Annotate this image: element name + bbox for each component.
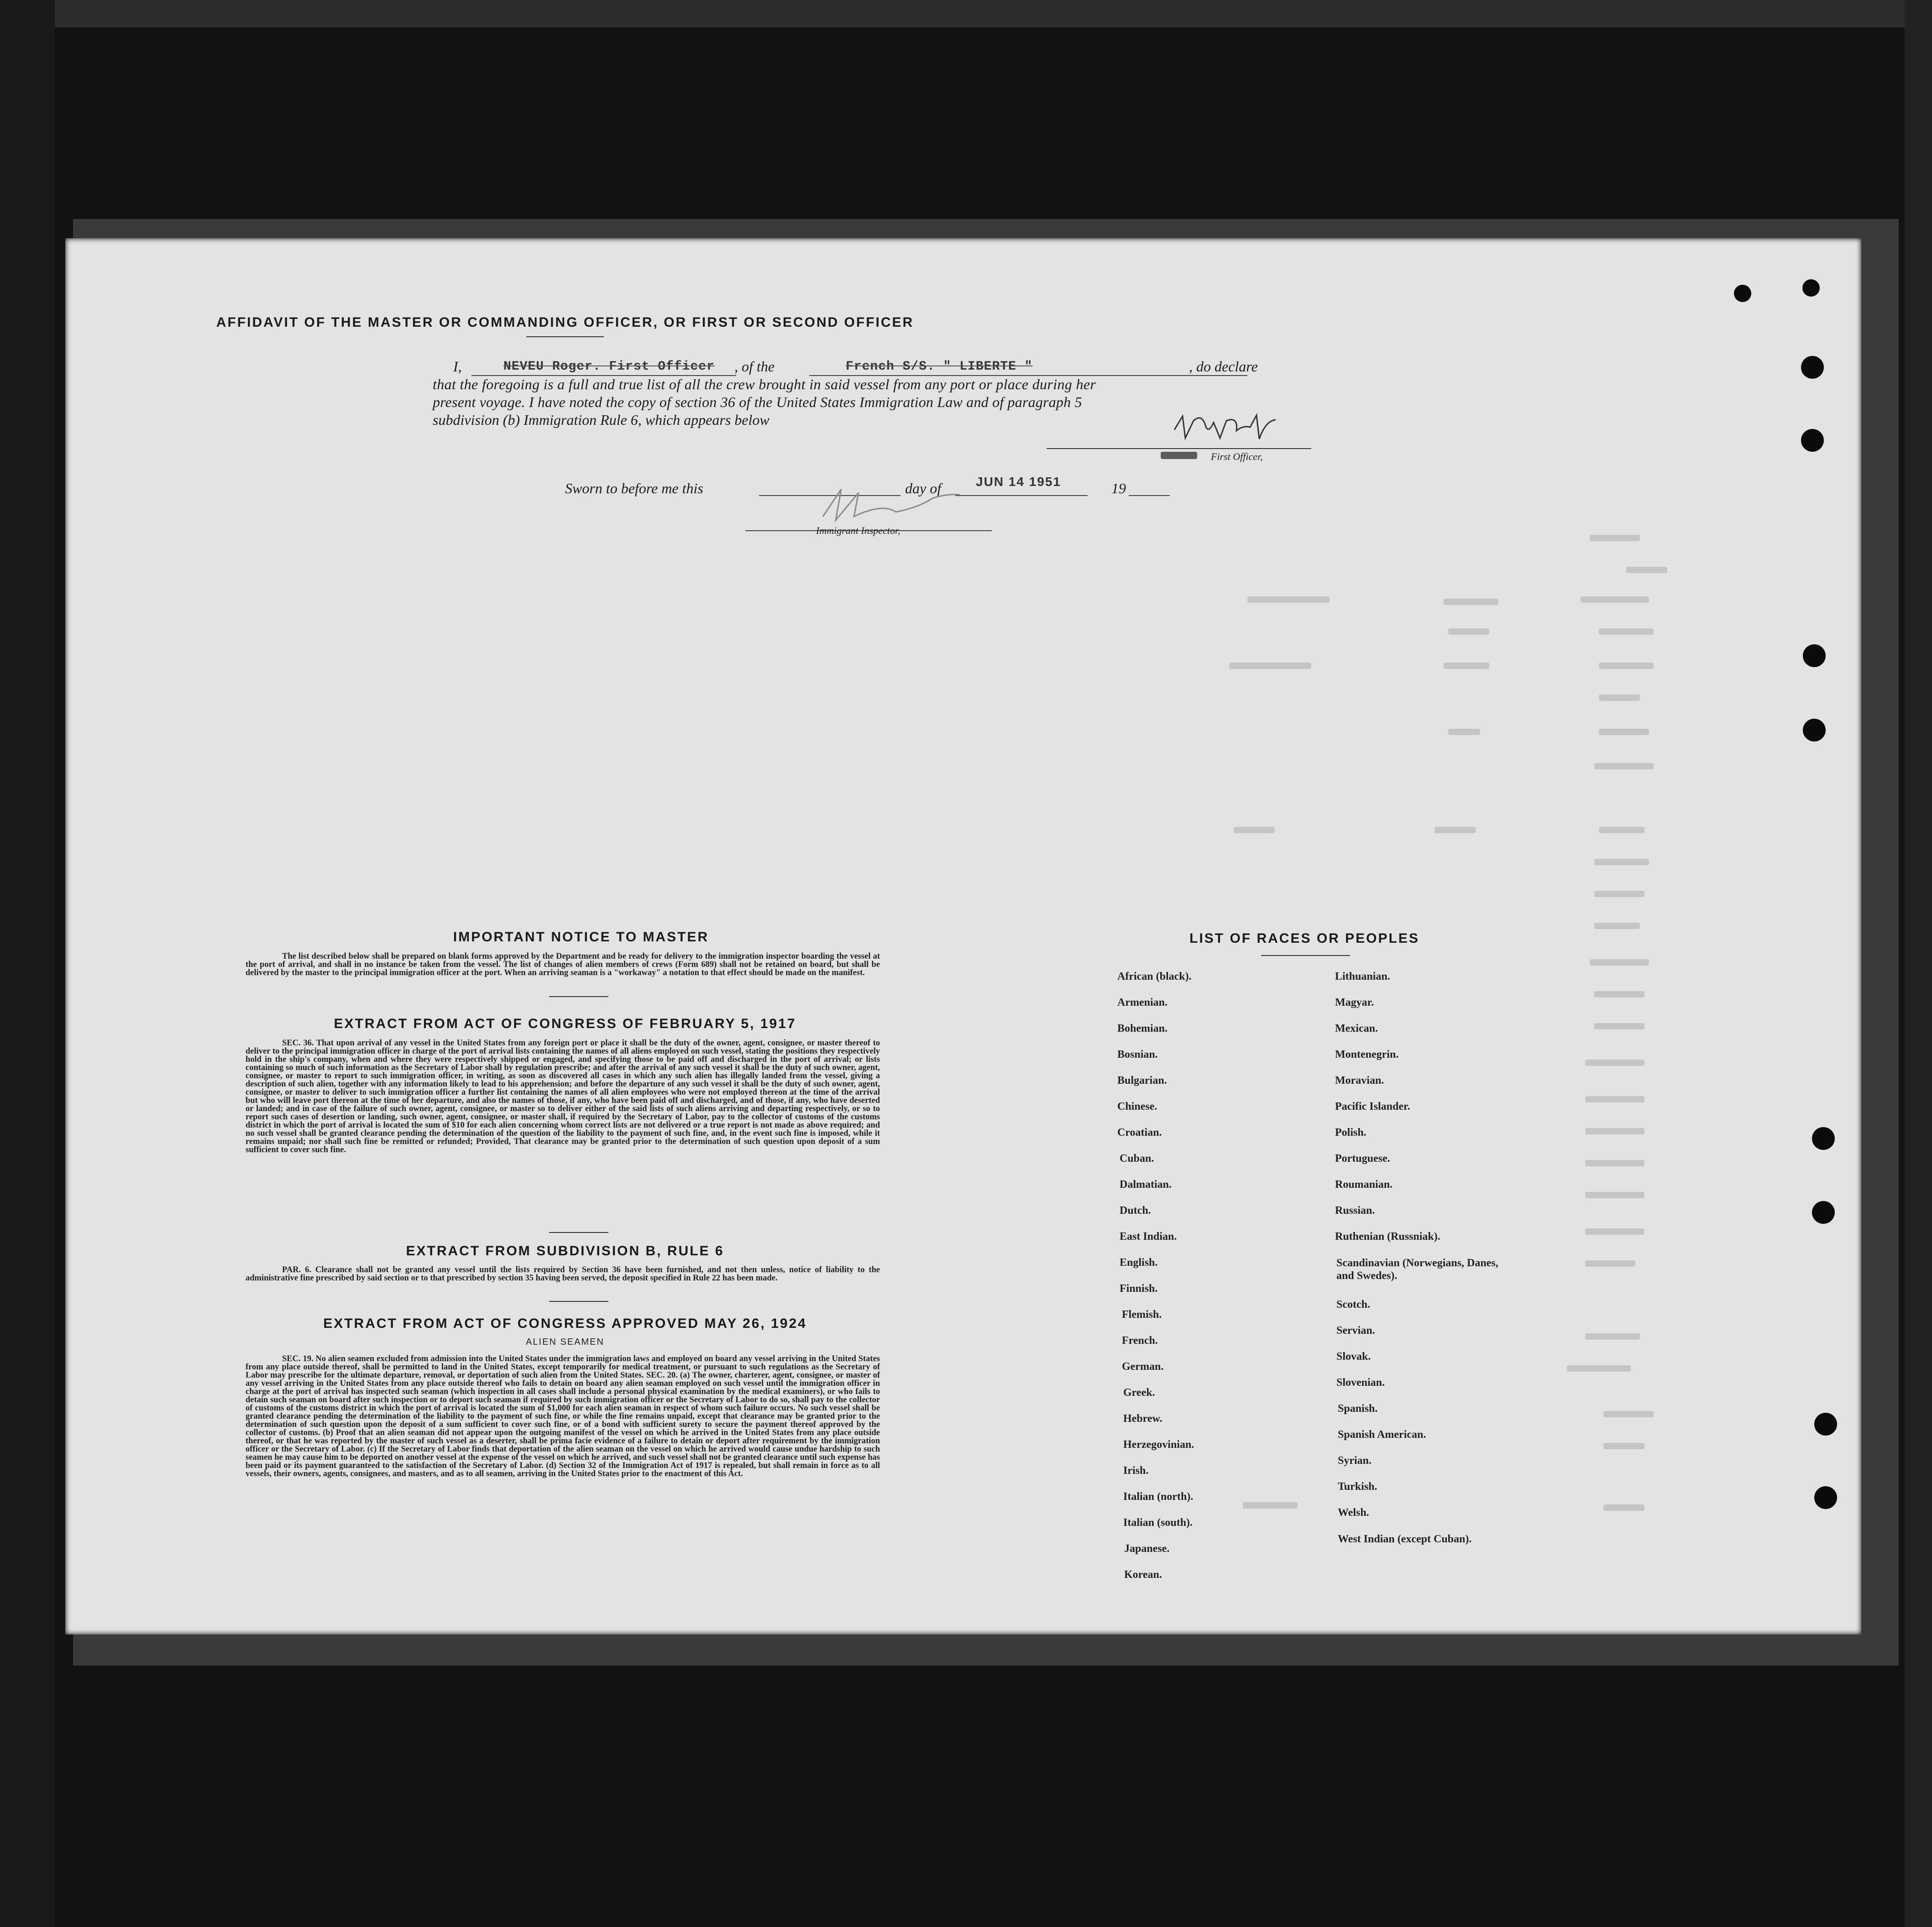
- sworn-month-line: [955, 495, 1088, 496]
- film-border-right: [1905, 0, 1932, 1927]
- race-item: Bulgarian.: [1117, 1075, 1167, 1086]
- struck-title-mark: [1161, 452, 1197, 459]
- punch-hole: [1734, 285, 1751, 302]
- extract-rule6-divider: [549, 1301, 608, 1302]
- race-item: Polish.: [1335, 1127, 1367, 1138]
- affidavit-line3: present voyage. I have noted the copy of section 36 of the United States Immigration Law and of paragraph 5: [433, 394, 1082, 410]
- extract-rule6-title: EXTRACT FROM SUBDIVISION B, RULE 6: [406, 1243, 724, 1259]
- document-page: [65, 238, 1861, 1635]
- affidavit-line1-prefix: I,: [453, 358, 462, 375]
- race-item: African (black).: [1117, 971, 1192, 982]
- officer-signature-line: [1047, 448, 1311, 449]
- affidavit-line1-of: , of the: [734, 358, 775, 375]
- race-item: Ruthenian (Russniak).: [1335, 1231, 1440, 1243]
- year-prefix: 19: [1111, 480, 1126, 496]
- race-item: Magyar.: [1335, 997, 1374, 1008]
- inspector-caption: Immigrant Inspector,: [816, 525, 901, 536]
- race-item: Scandinavian (Norwegians, Danes, and Swedes).: [1336, 1257, 1498, 1282]
- title-divider: [526, 336, 604, 337]
- race-item: Russian.: [1335, 1205, 1375, 1217]
- race-item: Korean.: [1124, 1569, 1162, 1581]
- race-item: Japanese.: [1124, 1543, 1170, 1555]
- punch-hole: [1814, 1413, 1837, 1436]
- race-item: East Indian.: [1120, 1231, 1177, 1243]
- officer-signature: [1170, 412, 1279, 448]
- race-item: Slovenian.: [1336, 1377, 1385, 1389]
- notice-divider: [549, 996, 608, 997]
- race-item: Slovak.: [1336, 1351, 1371, 1363]
- day-of-text: day of: [905, 480, 942, 496]
- race-item: Cuban.: [1120, 1153, 1154, 1165]
- race-item: Dutch.: [1120, 1205, 1151, 1217]
- races-title: LIST OF RACES OR PEOPLES: [1189, 931, 1419, 946]
- punch-hole: [1803, 644, 1826, 667]
- race-item: West Indian (except Cuban).: [1338, 1533, 1472, 1545]
- punch-hole: [1801, 356, 1824, 379]
- stamped-date: JUN 14 1951: [976, 475, 1062, 489]
- extract-1924-subtitle: ALIEN SEAMEN: [526, 1337, 604, 1347]
- punch-hole: [1801, 429, 1824, 452]
- vessel-name-field: French S/S. " LIBERTE ": [846, 360, 1033, 374]
- punch-hole: [1812, 1201, 1835, 1224]
- race-item: Syrian.: [1338, 1455, 1372, 1467]
- race-item: Roumanian.: [1335, 1179, 1393, 1191]
- race-item: Chinese.: [1117, 1101, 1157, 1112]
- race-item: Flemish.: [1122, 1309, 1162, 1321]
- extract-1917-divider: [549, 1232, 608, 1233]
- inspector-signature: [814, 485, 964, 526]
- race-item: Finnish.: [1120, 1283, 1158, 1295]
- race-item: Portuguese.: [1335, 1153, 1390, 1165]
- race-item: Turkish.: [1338, 1481, 1377, 1493]
- race-item: Servian.: [1336, 1325, 1375, 1337]
- film-border-top: [0, 0, 1932, 27]
- affidavit-title: AFFIDAVIT OF THE MASTER OR COMMANDING OFFICER, OR FIRST OR SECOND OFFICER: [216, 315, 914, 330]
- film-border-left: [0, 0, 55, 1927]
- race-item: Spanish.: [1338, 1403, 1378, 1415]
- extract-1917-title: EXTRACT FROM ACT OF CONGRESS OF FEBRUARY 5, 1917: [334, 1016, 796, 1031]
- race-item: Welsh.: [1338, 1507, 1369, 1519]
- race-item: Bohemian.: [1117, 1023, 1168, 1034]
- races-divider: [1261, 955, 1350, 956]
- race-item: Spanish American.: [1338, 1429, 1426, 1441]
- punch-hole: [1802, 279, 1820, 297]
- race-item: Dalmatian.: [1120, 1179, 1172, 1191]
- race-item: Italian (south).: [1123, 1517, 1193, 1529]
- punch-hole: [1814, 1486, 1837, 1509]
- race-item: Bosnian.: [1117, 1049, 1158, 1060]
- race-item: Greek.: [1123, 1387, 1155, 1399]
- race-item: Pacific Islander.: [1335, 1101, 1410, 1112]
- officer-name-field: NEVEU Roger. First Officer: [503, 360, 715, 374]
- notice-title: IMPORTANT NOTICE TO MASTER: [453, 930, 709, 945]
- affidavit-line4: subdivision (b) Immigration Rule 6, which appears below: [433, 412, 770, 428]
- extract-1924-body: SEC. 19. No alien seamen excluded from admission into the United States under the immigration laws and employed on board any vessel arriving in the United States from any place outside thereof, shall be permitted to land in the United States, except temporarily for medical treatment, or pursuant to such regulations as the Secretary of Labor may prescribe for the ultimate departure, removal, or deportation of such alien from the United States. SEC. 20. (a) The owner, charterer, agent, consignee, or master of any vessel arriving in the United States from any place outside thereof who fails to detain on board any alien seaman employed on such vessel until the immigration officer in charge at the port of arrival has inspected such seaman (which inspection in all cases shall include a personal physical examination by the medical examiners), or who fails to detain such seaman on board after such inspection or to deport such seaman if required by such immigration officer or the Secretary of Labor to do so, shall pay to the collector of customs of the customs district in which the port of arrival is located the sum of $1,000 for each alien seaman in respect of whom such failure occurs. No such vessel shall be granted clearance pending the determination of the liability to the payment of such fine, or while the fine remains unpaid, except that clearance may be granted prior to the determination of such question upon the deposit of a sum sufficient to cover such fine, or of a bond with sufficient surety to secure the payment thereof approved by the collector of customs. (b) Proof that an alien seaman did not appear upon the outgoing manifest of the vessel on which he arrived in the United States from any place outside thereof, or that he was reported by the master of such vessel as a deserter, shall be prima facie evidence of a failure to detain or deport after requirement by the immigration officer or the Secretary of Labor. (c) If the Secretary of Labor finds that deportation of the alien seaman on the vessel on which he arrived would cause undue hardship to such seamen he may cause him to be deported on another vessel at the expense of the vessel on which he arrived, and such vessel shall not be granted clearance until such expense has been paid or its payment guaranteed to the satisfaction of the Secretary of Labor. (d) Section 32 of the Immigration Act of 1917 is repealed, but shall remain in force as to all vessels, their owners, agents, consignees, and masters, and as to all seamen, arriving in the United States prior to the enactment of this Act.: [246, 1354, 880, 1478]
- sworn-year-line: [1129, 495, 1170, 496]
- race-item: Italian (north).: [1123, 1491, 1194, 1503]
- race-item: Croatian.: [1117, 1127, 1162, 1138]
- race-item: Moravian.: [1335, 1075, 1384, 1086]
- punch-hole: [1812, 1127, 1835, 1150]
- race-item: Mexican.: [1335, 1023, 1378, 1034]
- race-item: Irish.: [1123, 1465, 1149, 1477]
- affidavit-line2: that the foregoing is a full and true list of all the crew brought in said vessel from any port or place during her: [433, 376, 1096, 392]
- extract-1924-title: EXTRACT FROM ACT OF CONGRESS APPROVED MAY 26, 1924: [323, 1316, 807, 1331]
- race-item: German.: [1122, 1361, 1164, 1373]
- affidavit-line1-suffix: , do declare: [1189, 358, 1258, 375]
- race-item: Hebrew.: [1123, 1413, 1162, 1425]
- race-item: Scotch.: [1336, 1299, 1370, 1311]
- notice-body: The list described below shall be prepared on blank forms approved by the Department and be ready for delivery to the immigration inspector boarding the vessel at the port of arrival, and shall in no instance be taken from the vessel. The list of changes of alien members of crews (Form 689) shall not be retained on board, but shall be delivered by the master to the principal immigration officer at the port. When an arriving seaman is a "workaway" a notation to that effect should be made on the manifest.: [246, 952, 880, 977]
- extract-rule6-body: PAR. 6. Clearance shall not be granted any vessel until the lists required by Section 36 have been furnished, and not then unless, notice of liability to the administrative fine prescribed by said section or to that prescribed by section 35 having been served, the deposit specified in Rule 22 has been made.: [246, 1265, 880, 1283]
- race-item: French.: [1122, 1335, 1158, 1347]
- race-item: Herzegovinian.: [1123, 1439, 1194, 1451]
- race-item: English.: [1120, 1257, 1158, 1269]
- punch-hole: [1803, 719, 1826, 742]
- race-item: Montenegrin.: [1335, 1049, 1399, 1060]
- sworn-text: Sworn to before me this: [565, 480, 703, 496]
- officer-caption: First Officer,: [1211, 451, 1263, 462]
- race-item: Armenian.: [1117, 997, 1168, 1008]
- extract-1917-body: SEC. 36. That upon arrival of any vessel in the United States from any foreign port or place it shall be the duty of the owner, agent, consignee, or master thereof to deliver to the principal immigration officer in charge of the port of arrival lists containing the names of all aliens employed on such vessel, stating the positions they respectively hold in the ship's company, when and where they were respectively shipped or engaged, and specifying those to be paid off and discharged in the port of arrival; or lists containing so much of such information as the Secretary of Labor shall by regulation prescribe; and after the arrival of any such vessel it shall be the duty of such owner, agent, consignee, or master to report to such immigration officer, in writing, as soon as discovered all cases in which any such alien has illegally landed from the vessel, giving a description of such alien, together with any information likely to lead to his apprehension; and before the departure of any such vessel it shall be the duty of such owner, agent, consignee, or master to deliver to such immigration officer a further list containing the names of all alien employees who were not employed thereon at the time of the arrival but who will leave port thereon at the time of her departure, and also the names of those, if any, who have been paid off and discharged, and of those, if any, who have deserted or landed; and in case of the failure of such owner, agent, consignee, or master so to deliver either of the said lists of such aliens arriving and departing respectively, or so to report such cases of desertion or landing, such owner, agent, consignee, or master shall, if required by the Secretary of Labor, pay to the collector of customs of the customs district in which the port of arrival is located the sum of $10 for each alien concerning whom correct lists are not delivered or a true report is not made as above required; and no such vessel shall be granted clearance pending the determination of the question of the liability to the payment of such fine, and, in the event such fine is imposed, while it remains unpaid; nor shall such fine be remitted or refunded; Provided, That clearance may be granted prior to the determination of such question upon deposit of a sum sufficient to cover such fine.: [246, 1039, 880, 1154]
- race-item: Lithuanian.: [1335, 971, 1390, 982]
